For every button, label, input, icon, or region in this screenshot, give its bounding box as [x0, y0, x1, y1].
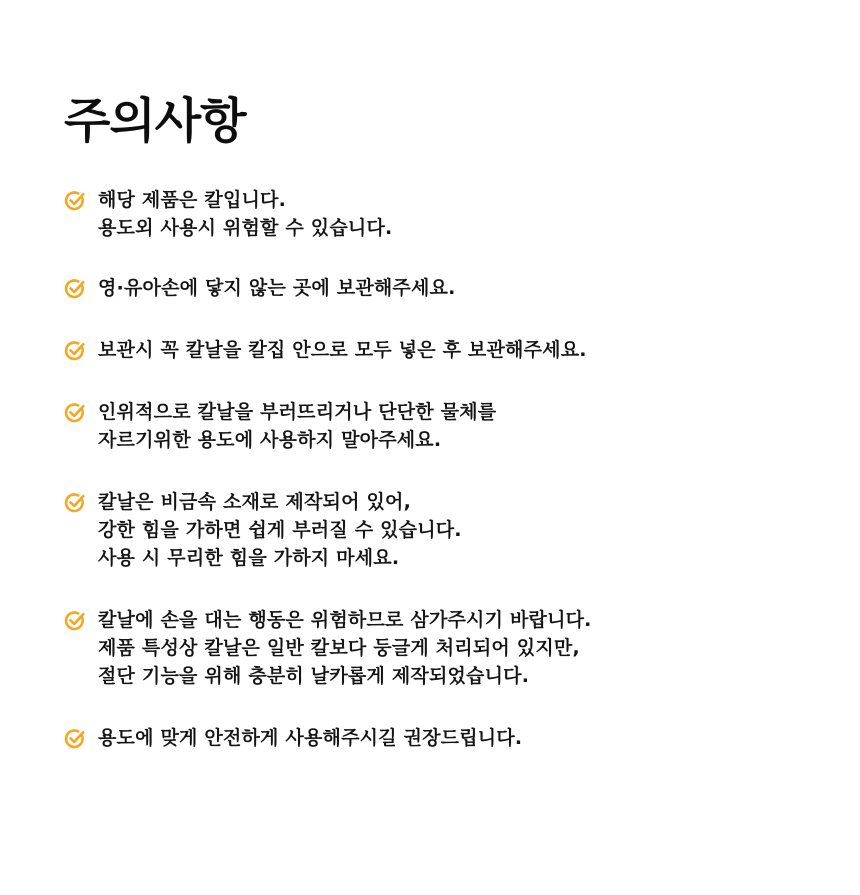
notice-text	[98, 398, 496, 454]
notice-line: 영·유아손에 닿지 않는 곳에 보관해주세요.	[98, 277, 456, 299]
notice-text	[98, 186, 392, 242]
notice-line: 제품 특성상 칼날은 일반 칼보다 둥글게 처리되어 있지만,	[98, 637, 580, 659]
notice-text	[98, 274, 456, 302]
notice-line: 칼날은 비금속 소재로 제작되어 있어,	[98, 491, 411, 513]
notice-item	[64, 606, 860, 690]
page-title: 주의사항	[64, 93, 246, 149]
notice-line: 칼날에 손을 대는 행동은 위험하므로 삼가주시기 바랍니다.	[98, 609, 592, 631]
notice-list	[64, 186, 860, 752]
check-circle-icon	[64, 728, 86, 750]
notice-item	[64, 186, 860, 242]
notice-line: 사용 시 무리한 힘을 가하지 마세요.	[98, 547, 400, 569]
check-circle-icon	[64, 278, 86, 300]
check-circle-icon	[64, 190, 86, 212]
notice-text	[98, 724, 522, 752]
check-circle-icon	[64, 402, 86, 424]
notice-line: 강한 힘을 가하면 쉽게 부러질 수 있습니다.	[98, 519, 462, 541]
notice-item	[64, 724, 860, 752]
notice-item	[64, 488, 860, 572]
notice-line: 보관시 꼭 칼날을 칼집 안으로 모두 넣은 후 보관해주세요.	[98, 339, 587, 361]
notice-text	[98, 606, 592, 690]
notice-line: 자르기위한 용도에 사용하지 말아주세요.	[98, 429, 442, 451]
notice-line: 용도외 사용시 위험할 수 있습니다.	[98, 217, 393, 239]
notice-line: 절단 기능을 위해 충분히 날카롭게 제작되었습니다.	[98, 665, 530, 687]
notice-item	[64, 274, 860, 302]
notice-item	[64, 336, 860, 364]
check-circle-icon	[64, 340, 86, 362]
notice-line: 용도에 맞게 안전하게 사용해주시길 권장드립니다.	[98, 727, 523, 749]
check-circle-icon	[64, 610, 86, 632]
notice-text	[98, 336, 587, 364]
notice-line: 해당 제품은 칼입니다.	[98, 189, 287, 211]
check-circle-icon	[64, 492, 86, 514]
notice-item	[64, 398, 860, 454]
notice-line: 인위적으로 칼날을 부러뜨리거나 단단한 물체를	[98, 401, 497, 423]
notice-text	[98, 488, 462, 572]
